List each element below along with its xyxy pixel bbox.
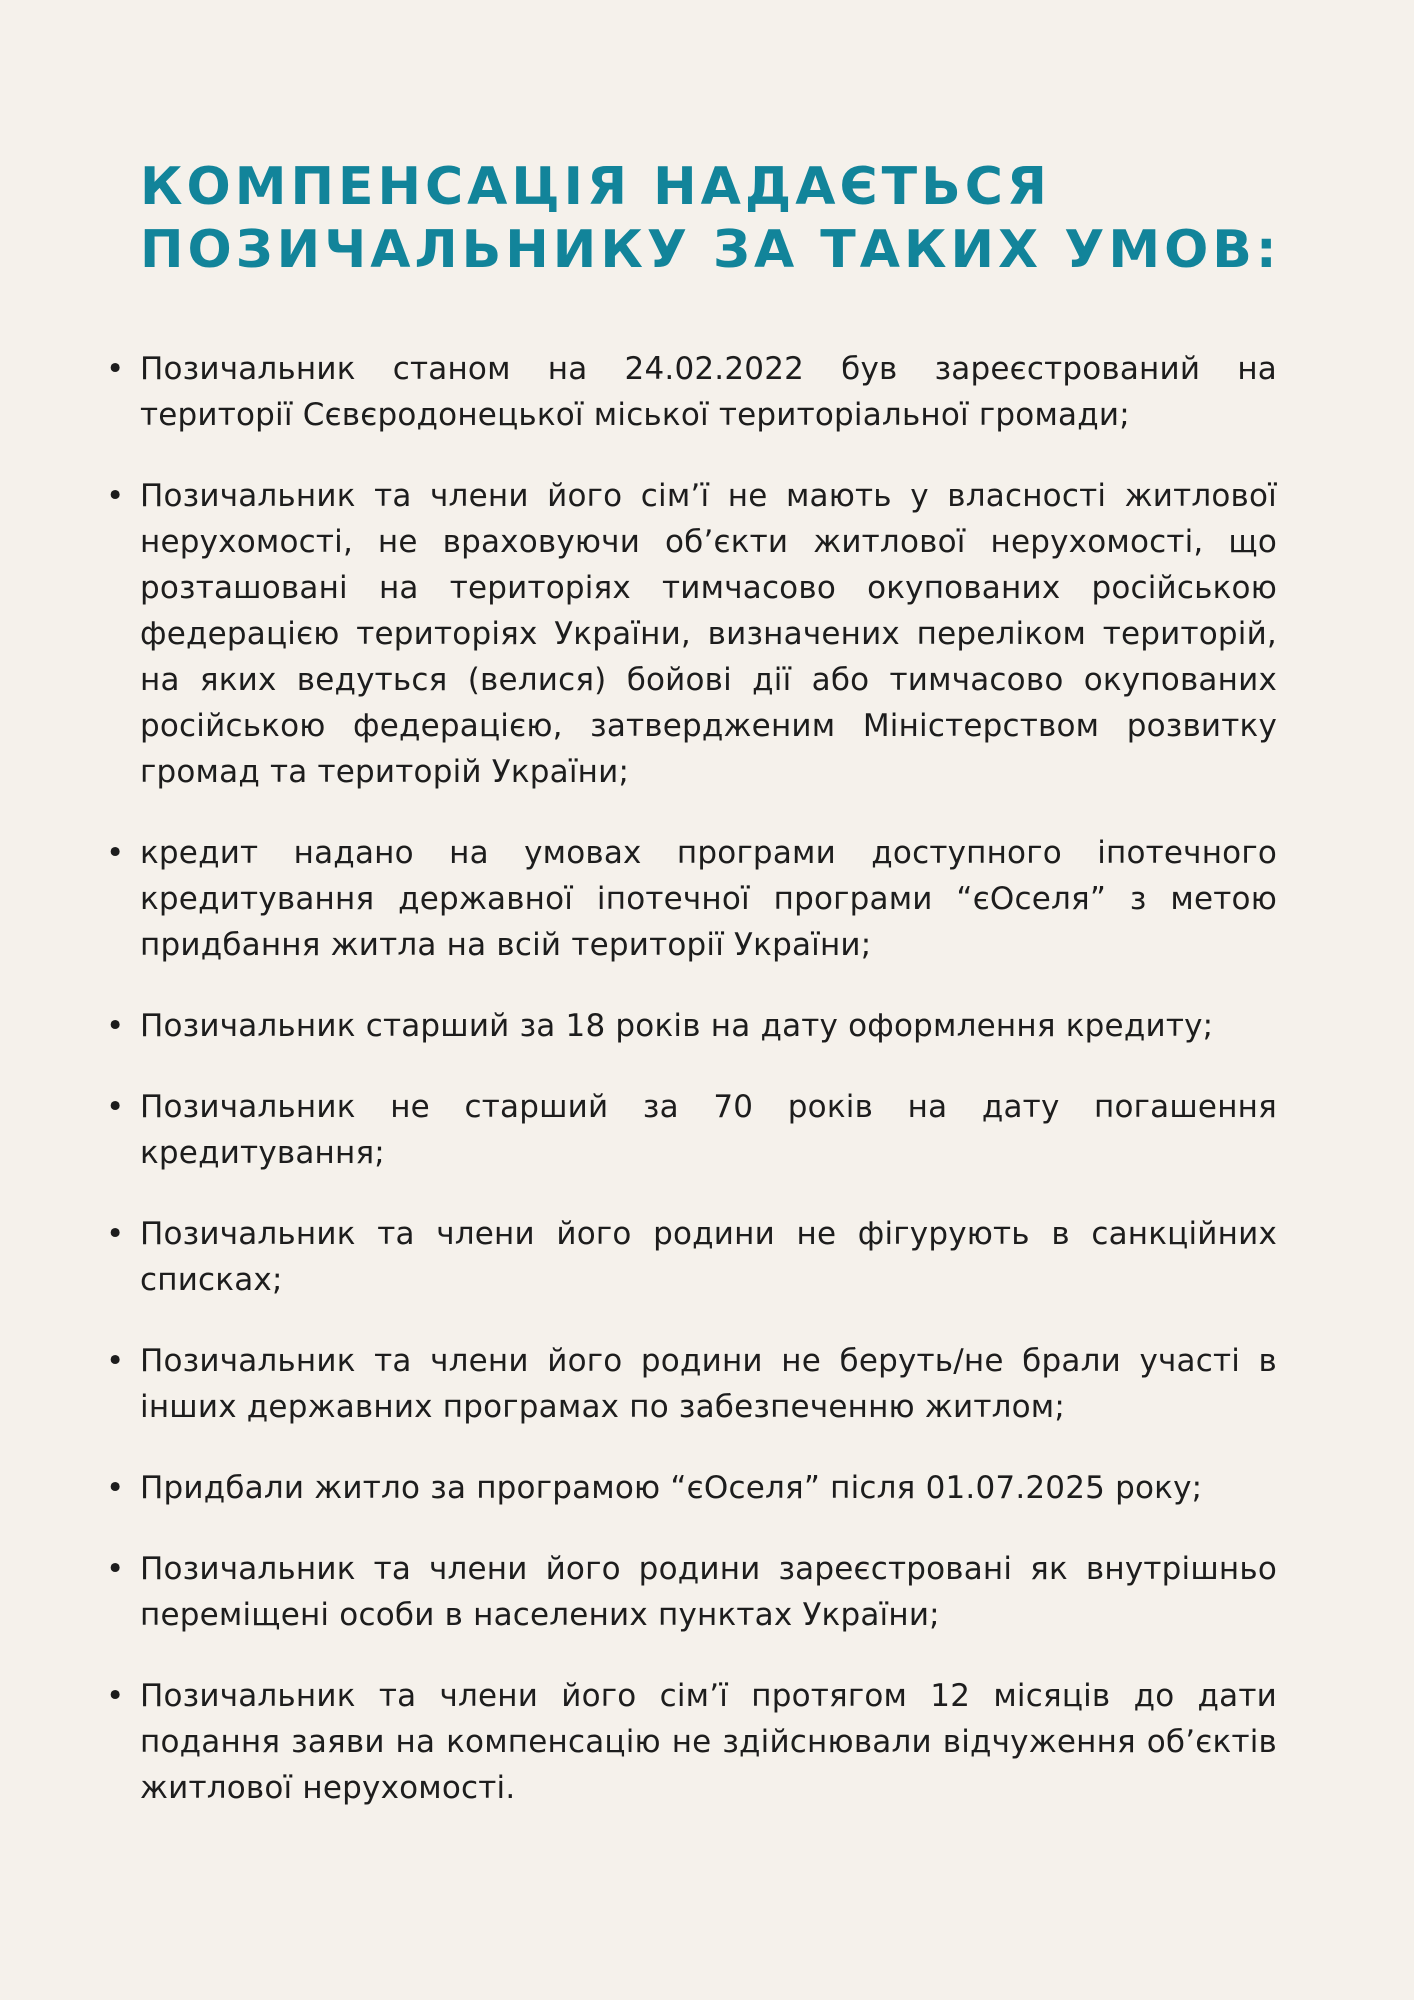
bullet-icon: • bbox=[106, 1470, 125, 1506]
page-title bbox=[140, 156, 1290, 282]
bullet-icon: • bbox=[106, 835, 125, 871]
condition-text: Позичальник та члени його сім’ї протягом 12 місяців до дати подання заяви на компенсацію не здійснювали відчуження об’єктів житлової нерухомості. bbox=[140, 1678, 1277, 1806]
condition-text: Позичальник станом на 24.02.2022 був зареєстрований на території Сєвєродонецької міської територіальної громади; bbox=[140, 351, 1277, 433]
condition-text: Позичальник не старший за 70 років на дату погашення кредитування; bbox=[140, 1089, 1277, 1171]
bullet-icon: • bbox=[106, 351, 125, 387]
bullet-icon: • bbox=[106, 1551, 125, 1587]
page-title-line-1: КОМПЕНСАЦІЯ НАДАЄТЬСЯ bbox=[140, 157, 1051, 217]
page-title-line-2: ПОЗИЧАЛЬНИКУ ЗА ТАКИХ УМОВ: bbox=[140, 220, 1281, 280]
condition-item-other-programs bbox=[106, 1338, 1277, 1430]
bullet-icon: • bbox=[106, 1678, 125, 1714]
bullet-icon: • bbox=[106, 478, 125, 514]
condition-text: Позичальник старший за 18 років на дату оформлення кредиту; bbox=[140, 1008, 1214, 1044]
condition-text: Позичальник та члени його сім’ї не мають у власності житлової нерухомості, не враховуючи об’єкти житлової нерухомості, що розташовані на територіях тимчасово окупованих російською федерацією територіях України, визначених переліком територій, на яких ведуться (велися) бойові дії або тимчасово окупованих російською федерацією, затвердженим Міністерством розвитку громад та територій України; bbox=[140, 478, 1277, 790]
condition-text: Позичальник та члени його родини не фігурують в санкційних списках; bbox=[140, 1216, 1277, 1298]
bullet-icon: • bbox=[106, 1008, 125, 1044]
condition-text: Позичальник та члени його родини не беруть/не брали участі в інших державних програмах по забезпеченню житлом; bbox=[140, 1343, 1277, 1425]
compensation-conditions-list bbox=[106, 346, 1277, 1811]
condition-item-purchase-date bbox=[106, 1465, 1277, 1511]
condition-item-registration bbox=[106, 346, 1277, 438]
condition-item-maximum-age bbox=[106, 1084, 1277, 1176]
condition-text: Придбали житло за програмою “єОселя” після 01.07.2025 року; bbox=[140, 1470, 1203, 1506]
bullet-icon: • bbox=[106, 1216, 125, 1252]
bullet-icon: • bbox=[106, 1343, 125, 1379]
condition-item-no-property-alienation bbox=[106, 1673, 1277, 1811]
bullet-icon: • bbox=[106, 1089, 125, 1125]
condition-item-no-housing bbox=[106, 473, 1277, 795]
condition-item-eoselia-credit bbox=[106, 830, 1277, 968]
condition-text: кредит надано на умовах програми доступного іпотечного кредитування державної іпотечної програми “єОселя” з метою придбання житла на всій території України; bbox=[140, 835, 1277, 963]
condition-item-idp-registration bbox=[106, 1546, 1277, 1638]
condition-item-minimum-age bbox=[106, 1003, 1277, 1049]
condition-item-sanctions bbox=[106, 1211, 1277, 1303]
condition-text: Позичальник та члени його родини зареєстровані як внутрішньо переміщені особи в населених пунктах України; bbox=[140, 1551, 1277, 1633]
